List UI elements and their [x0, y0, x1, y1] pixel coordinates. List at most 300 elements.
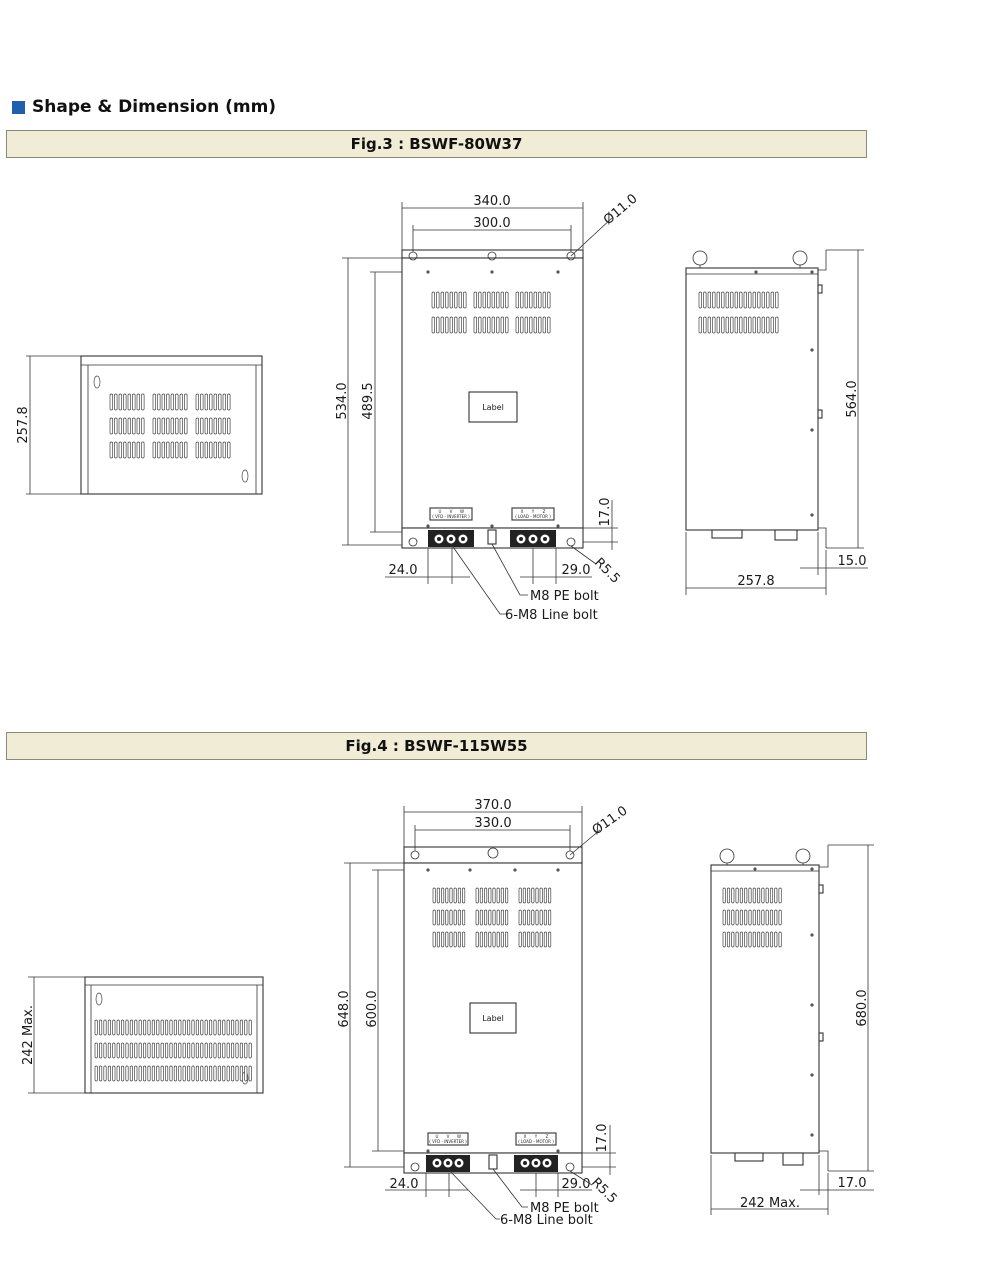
vent-slot — [148, 1043, 150, 1058]
fig4-hole-dia-label: Ø11.0 — [589, 803, 631, 839]
fig4-side-depth-label: 242 Max. — [740, 1196, 800, 1211]
vent-slot — [219, 394, 222, 410]
vent-slot — [749, 292, 752, 308]
vent-slot — [205, 394, 208, 410]
vent-slot — [139, 1020, 141, 1035]
vent-slot — [776, 317, 779, 333]
vent-slot — [121, 1043, 123, 1058]
vent-slot — [162, 442, 165, 458]
vent-slot — [240, 1020, 242, 1035]
vent-slot — [454, 888, 456, 903]
vent-slot — [779, 888, 781, 903]
vent-slot — [153, 442, 156, 458]
vent-slot — [183, 1043, 185, 1058]
fig4-terminal-offset-label: 17.0 — [595, 1123, 610, 1153]
vent-slot — [543, 317, 546, 333]
fig3-line-bolt-callout: 6-M8 Line bolt — [505, 608, 598, 623]
vent-slot — [505, 888, 507, 903]
vent-slot — [758, 317, 761, 333]
vent-slot — [762, 910, 764, 925]
vent-slot — [455, 317, 458, 333]
vent-slot — [119, 418, 122, 434]
svg-text:( LOAD - MOTOR ): ( LOAD - MOTOR ) — [518, 1139, 554, 1144]
vent-slot — [757, 932, 759, 947]
vent-slot — [506, 292, 509, 308]
vent-slot — [219, 442, 222, 458]
vent-slot — [128, 394, 131, 410]
vent-slot — [441, 888, 443, 903]
vent-slot — [249, 1066, 251, 1081]
fig3-radius-label: R5.5 — [591, 555, 623, 587]
fig3-top-depth-label: 257.8 — [16, 406, 31, 444]
vent-slot — [174, 1020, 176, 1035]
vent-slot — [153, 394, 156, 410]
vent-slot — [183, 1066, 185, 1081]
vent-slot — [433, 932, 435, 947]
vent-slot — [165, 1066, 167, 1081]
vent-slot — [143, 1020, 145, 1035]
vent-slot — [536, 910, 538, 925]
vent-slot — [540, 888, 542, 903]
lifting-eye-icon — [720, 849, 734, 863]
vent-slot — [135, 1020, 137, 1035]
vent-slot — [762, 932, 764, 947]
vent-slot — [726, 317, 729, 333]
fig4-overall-width-label: 370.0 — [474, 798, 512, 813]
vent-slot — [731, 292, 734, 308]
vent-slot — [480, 910, 482, 925]
vent-slot — [501, 932, 503, 947]
svg-text:X: X — [520, 509, 524, 514]
vent-slot — [205, 1043, 207, 1058]
vent-slot — [433, 888, 435, 903]
vent-slot — [458, 932, 460, 947]
vent-slot — [766, 910, 768, 925]
vent-slot — [95, 1020, 97, 1035]
vent-slot — [214, 418, 217, 434]
vent-slot — [245, 1043, 247, 1058]
fig4-side-view — [711, 845, 874, 1215]
vent-slot — [749, 910, 751, 925]
fig3-drawing — [0, 170, 1000, 640]
fig3-title: Fig.3 : BSWF-80W37 — [350, 135, 523, 153]
vent-slot — [732, 888, 734, 903]
vent-slot — [205, 1066, 207, 1081]
fig4-drawing — [0, 775, 1000, 1245]
fig4-top-depth-label: 242 Max. — [21, 1005, 36, 1065]
vent-slot — [717, 317, 720, 333]
vent-slot — [231, 1066, 233, 1081]
vent-slot — [158, 394, 161, 410]
vent-slot — [767, 317, 770, 333]
vent-slot — [771, 292, 774, 308]
vent-slot — [483, 292, 486, 308]
vent-slot — [196, 1066, 198, 1081]
vent-slot — [536, 888, 538, 903]
vent-slot — [210, 418, 213, 434]
vent-slot — [548, 888, 550, 903]
vent-slot — [240, 1066, 242, 1081]
vent-slot — [171, 442, 174, 458]
vent-slot — [544, 910, 546, 925]
vent-slot — [548, 910, 550, 925]
vent-slot — [228, 394, 231, 410]
vent-slot — [115, 418, 118, 434]
vent-slot — [455, 292, 458, 308]
vent-slot — [762, 292, 765, 308]
vent-slot — [130, 1020, 132, 1035]
vent-slot — [713, 317, 716, 333]
vent-slot — [762, 888, 764, 903]
vent-slot — [462, 910, 464, 925]
vent-slot — [736, 888, 738, 903]
vent-slot — [223, 1043, 225, 1058]
vent-slot — [236, 1066, 238, 1081]
vent-slot — [162, 394, 165, 410]
vent-slot — [170, 1066, 172, 1081]
svg-text:Z: Z — [542, 509, 546, 514]
vent-slot — [745, 932, 747, 947]
vent-slot — [474, 292, 477, 308]
fig4-side-height-label: 680.0 — [855, 989, 870, 1027]
vent-slot — [446, 932, 448, 947]
vent-slot — [240, 1043, 242, 1058]
vent-slot — [121, 1066, 123, 1081]
vent-slot — [704, 292, 707, 308]
vent-slot — [771, 317, 774, 333]
vent-slot — [484, 888, 486, 903]
fig4-front-view — [337, 798, 630, 1228]
vent-slot — [201, 442, 204, 458]
vent-slot — [121, 1020, 123, 1035]
vent-slot — [519, 910, 521, 925]
vent-slot — [205, 418, 208, 434]
vent-slot — [196, 442, 199, 458]
fig3-right-pitch-label: 29.0 — [561, 563, 591, 578]
vent-slot — [210, 442, 213, 458]
vent-slot — [157, 1043, 159, 1058]
vent-slot — [167, 394, 170, 410]
vent-slot — [462, 888, 464, 903]
vent-slot — [745, 888, 747, 903]
vent-slot — [167, 442, 170, 458]
vent-slot — [227, 1020, 229, 1035]
vent-slot — [489, 888, 491, 903]
fig3-hole-dia-label: Ø11.0 — [600, 191, 641, 229]
vent-slot — [501, 910, 503, 925]
vent-slot — [544, 932, 546, 947]
keyhole-icon — [94, 376, 100, 388]
vent-slot — [727, 932, 729, 947]
vent-slot — [753, 317, 756, 333]
pe-bolt-icon — [489, 1155, 497, 1169]
vent-slot — [133, 394, 136, 410]
fig3-side-height-label: 564.0 — [845, 380, 860, 418]
vent-slot — [497, 292, 500, 308]
vent-slot — [534, 292, 537, 308]
vent-slot — [110, 394, 113, 410]
vent-slot — [775, 932, 777, 947]
fig4-title: Fig.4 : BSWF-115W55 — [345, 737, 528, 755]
vent-slot — [519, 932, 521, 947]
vent-slot — [450, 888, 452, 903]
vent-slot — [170, 1043, 172, 1058]
vent-slot — [139, 1066, 141, 1081]
vent-slot — [219, 418, 222, 434]
fig4-flange-label: 17.0 — [837, 1176, 867, 1191]
vent-slot — [228, 418, 231, 434]
vent-slot — [192, 1020, 194, 1035]
vent-slot — [779, 910, 781, 925]
svg-text:W: W — [460, 509, 464, 514]
vent-slot — [540, 910, 542, 925]
vent-slot — [231, 1020, 233, 1035]
svg-text:Y: Y — [534, 1134, 538, 1139]
vent-slot — [548, 932, 550, 947]
vent-slot — [735, 292, 738, 308]
vent-slot — [775, 888, 777, 903]
vent-slot — [152, 1066, 154, 1081]
vent-slot — [527, 910, 529, 925]
vent-slot — [137, 394, 140, 410]
vent-slot — [521, 292, 524, 308]
vent-slot — [474, 317, 477, 333]
vent-slot — [437, 317, 440, 333]
vent-slot — [117, 1043, 119, 1058]
vent-slot — [201, 394, 204, 410]
vent-slot — [523, 910, 525, 925]
vent-slot — [187, 1020, 189, 1035]
vent-slot — [158, 442, 161, 458]
vent-slot — [180, 418, 183, 434]
vent-slot — [544, 888, 546, 903]
vent-slot — [530, 317, 533, 333]
vent-slot — [753, 910, 755, 925]
vent-slot — [441, 317, 444, 333]
vent-slot — [185, 418, 188, 434]
vent-slot — [506, 317, 509, 333]
svg-text:X: X — [523, 1134, 527, 1139]
vent-slot — [432, 317, 435, 333]
vent-slot — [227, 1066, 229, 1081]
vent-slot — [489, 910, 491, 925]
svg-text:V: V — [446, 1134, 450, 1139]
fig4-radius-label: R5.5 — [588, 1175, 620, 1207]
vent-slot — [749, 932, 751, 947]
vent-slot — [523, 888, 525, 903]
vent-slot — [176, 418, 179, 434]
vent-slot — [180, 394, 183, 410]
vent-slot — [126, 1020, 128, 1035]
vent-slot — [214, 442, 217, 458]
vent-slot — [488, 317, 491, 333]
vent-slot — [209, 1020, 211, 1035]
vent-slot — [113, 1043, 115, 1058]
vent-slot — [104, 1043, 106, 1058]
vent-slot — [523, 932, 525, 947]
vent-slot — [497, 910, 499, 925]
vent-slot — [757, 910, 759, 925]
vent-slot — [744, 317, 747, 333]
vent-slot — [437, 292, 440, 308]
svg-text:U: U — [438, 509, 442, 514]
vent-slot — [749, 317, 752, 333]
svg-text:( VFD - INVERTER ): ( VFD - INVERTER ) — [432, 514, 470, 519]
vent-slot — [115, 442, 118, 458]
vent-slot — [539, 292, 542, 308]
vent-slot — [176, 394, 179, 410]
vent-slot — [446, 317, 449, 333]
fig3-terminal-offset-label: 17.0 — [598, 497, 613, 527]
vent-slot — [236, 1020, 238, 1035]
vent-slot — [779, 932, 781, 947]
vent-slot — [214, 1043, 216, 1058]
vent-slot — [767, 292, 770, 308]
vent-slot — [450, 932, 452, 947]
vent-slot — [201, 418, 204, 434]
vent-slot — [249, 1020, 251, 1035]
vent-slot — [708, 317, 711, 333]
vent-slot — [458, 888, 460, 903]
vent-slot — [753, 932, 755, 947]
vent-slot — [770, 888, 772, 903]
vent-slot — [126, 1066, 128, 1081]
vent-slot — [454, 932, 456, 947]
section-title-text: Shape & Dimension (mm) — [32, 97, 277, 117]
vent-slot — [525, 292, 528, 308]
vent-slot — [527, 888, 529, 903]
fig4-top-view — [21, 977, 263, 1093]
fig4-left-pitch-label: 24.0 — [389, 1177, 419, 1192]
vent-slot — [493, 888, 495, 903]
vent-slot — [762, 317, 765, 333]
vent-slot — [489, 932, 491, 947]
vent-slot — [727, 910, 729, 925]
vent-slot — [157, 1020, 159, 1035]
vent-slot — [548, 292, 551, 308]
vent-slot — [775, 910, 777, 925]
vent-slot — [704, 317, 707, 333]
vent-slot — [540, 932, 542, 947]
vent-slot — [464, 292, 467, 308]
vent-slot — [165, 1020, 167, 1035]
vent-slot — [717, 292, 720, 308]
vent-slot — [137, 418, 140, 434]
vent-slot — [108, 1043, 110, 1058]
svg-text:V: V — [449, 509, 453, 514]
vent-slot — [249, 1043, 251, 1058]
vent-slot — [205, 442, 208, 458]
vent-slot — [133, 418, 136, 434]
vent-slot — [161, 1043, 163, 1058]
vent-slot — [223, 1020, 225, 1035]
vent-slot — [740, 932, 742, 947]
vent-slot — [117, 1020, 119, 1035]
vent-slot — [497, 317, 500, 333]
fig3-flange-label: 15.0 — [837, 554, 867, 569]
fig4-title-bar — [6, 732, 867, 760]
title-square-icon — [12, 101, 25, 114]
vent-slot — [532, 888, 534, 903]
vent-slot — [128, 442, 131, 458]
vent-slot — [119, 442, 122, 458]
vent-slot — [497, 932, 499, 947]
vent-slot — [736, 932, 738, 947]
fig3-left-pitch-label: 24.0 — [388, 563, 418, 578]
keyhole-icon — [242, 470, 248, 482]
vent-slot — [218, 1066, 220, 1081]
vent-slot — [476, 888, 478, 903]
vent-slot — [464, 317, 467, 333]
vent-slot — [210, 394, 213, 410]
vent-slot — [446, 888, 448, 903]
lifting-eye-icon — [796, 849, 810, 863]
vent-slot — [480, 888, 482, 903]
vent-slot — [196, 418, 199, 434]
vent-slot — [437, 888, 439, 903]
vent-slot — [770, 932, 772, 947]
vent-slot — [157, 1066, 159, 1081]
fig4-hole-pitch-label: 330.0 — [474, 816, 512, 831]
vent-slot — [732, 910, 734, 925]
vent-slot — [441, 292, 444, 308]
vent-slot — [135, 1066, 137, 1081]
vent-slot — [450, 910, 452, 925]
fig3-side-depth-label: 257.8 — [737, 574, 775, 589]
vent-slot — [143, 1066, 145, 1081]
vent-slot — [223, 418, 226, 434]
vent-slot — [185, 394, 188, 410]
vent-slot — [104, 1066, 106, 1081]
section-title — [12, 96, 276, 118]
keyhole-icon — [96, 993, 102, 1005]
vent-slot — [543, 292, 546, 308]
vent-slot — [493, 932, 495, 947]
vent-slot — [161, 1020, 163, 1035]
vent-slot — [180, 442, 183, 458]
fig4-height-total-label: 648.0 — [337, 990, 352, 1028]
vent-slot — [171, 394, 174, 410]
vent-slot — [505, 932, 507, 947]
svg-text:( VFD - INVERTER ): ( VFD - INVERTER ) — [429, 1139, 467, 1144]
vent-slot — [142, 394, 145, 410]
vent-slot — [218, 1020, 220, 1035]
vent-slot — [532, 910, 534, 925]
vent-slot — [450, 292, 453, 308]
vent-slot — [231, 1043, 233, 1058]
vent-slot — [201, 1020, 203, 1035]
vent-slot — [722, 292, 725, 308]
vent-slot — [699, 292, 702, 308]
svg-text:W: W — [457, 1134, 461, 1139]
vent-slot — [497, 888, 499, 903]
vent-slot — [152, 1043, 154, 1058]
vent-slot — [179, 1066, 181, 1081]
vent-slot — [722, 317, 725, 333]
vent-slot — [143, 1043, 145, 1058]
vent-slot — [117, 1066, 119, 1081]
vent-slot — [179, 1043, 181, 1058]
vent-slot — [753, 888, 755, 903]
fig3-height-inner-label: 489.5 — [361, 382, 376, 420]
vent-slot — [135, 1043, 137, 1058]
svg-text:U: U — [435, 1134, 439, 1139]
vent-slot — [530, 292, 533, 308]
vent-slot — [476, 932, 478, 947]
vent-slot — [476, 910, 478, 925]
vent-slot — [536, 932, 538, 947]
vent-slot — [110, 442, 113, 458]
